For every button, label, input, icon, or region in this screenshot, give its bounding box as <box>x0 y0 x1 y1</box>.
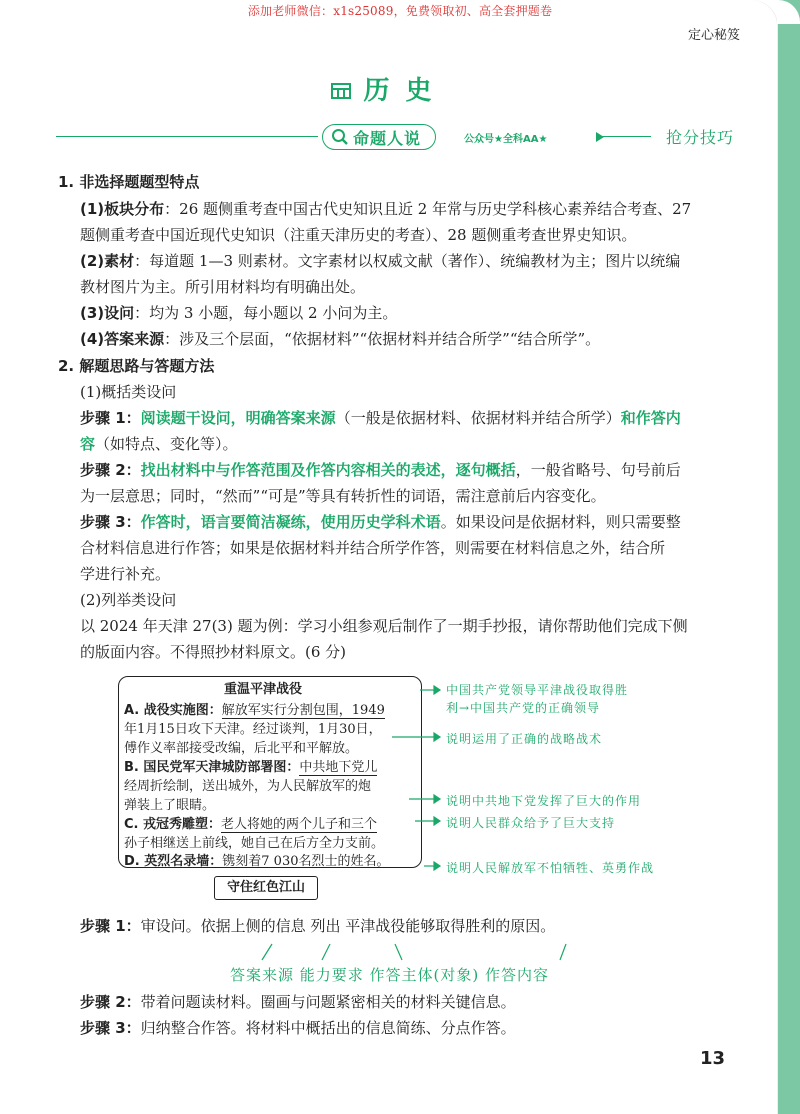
example-line: 经周折绘制，送出城外，为人民解放军的炮 <box>124 779 372 794</box>
paragraph-line: 的版面内容。不得照抄材料原文。(6 分) <box>80 643 347 661</box>
banner-rule-right <box>601 136 651 137</box>
paragraph-line: 步骤 3：归纳整合作答。将材料中概括出的信息简练、分点作答。 <box>80 1019 516 1037</box>
page-edge-tab <box>778 0 800 1114</box>
annotation-note: 说明运用了正确的战略战术 <box>446 732 603 746</box>
example-title: 重温平津战役 <box>224 682 303 697</box>
banner-rule-left <box>56 136 318 137</box>
paragraph-line: 步骤 1：审设问。依据上侧的信息 列出 平津战役能够取得胜利的原因。 <box>80 917 556 935</box>
paragraph-line: 教材图片为主。所引用材料均有明确出处。 <box>80 278 366 296</box>
paragraph-line: 题侧重考查中国近现代史知识（注重天津历史的考查）、28 题侧重考查世界史知识。 <box>80 226 637 244</box>
paragraph-line: 为一层意思；同时，“然而”“可是”等具有转折性的词语，需注意前后内容变化。 <box>80 487 606 505</box>
paragraph-line: 步骤 2：带着问题读材料。圈画与问题紧密相关的材料关键信息。 <box>80 993 516 1011</box>
paragraph-line: 步骤 1：阅读题干设问，明确答案来源（一般是依据材料、依据材料并结合所学）和作答内 <box>80 409 681 427</box>
paragraph-line: 以 2024 年天津 27(3) 题为例：学习小组参观后制作了一期手抄报，请你帮助他们完成下侧 <box>80 617 688 635</box>
annotation-note: 说明人民解放军不怕牺牲、英勇作战 <box>446 861 655 875</box>
banner-tip: 抢分技巧 <box>666 128 735 147</box>
example-line: C. 戎冠秀雕塑：老人将她的两个儿子和三个 <box>124 817 378 832</box>
example-line: 孙子相继送上前线，她自己在后方全力支前。 <box>124 836 385 851</box>
page-number: 13 <box>700 1048 726 1069</box>
example-line: D. 英烈名录墙：镌刻着7 030名烈士的姓名。 <box>124 854 390 869</box>
paragraph-line: 学进行补充。 <box>80 565 171 583</box>
banner-badge: 公众号★全科AA★ <box>464 134 548 145</box>
paragraph-line: (2)素材：每道题 1—3 则素材。文字素材以权威文献（著作）、统编教材为主；图片以统编 <box>80 252 681 270</box>
annotation-note: 中国共产党领导平津战役取得胜 <box>446 683 629 697</box>
example-line: 年1月15日攻下天津。经过谈判，1月30日， <box>124 722 382 737</box>
section-banner <box>56 124 756 150</box>
example-footer-box: 守住红色江山 <box>214 876 318 900</box>
subheading: (1)概括类设问 <box>80 383 177 401</box>
page-title-block <box>0 70 778 107</box>
page-title: 历史 <box>363 76 448 106</box>
paragraph-line: (4)答案来源：涉及三个层面，“依据材料”“依据材料并结合所学”“结合所学”。 <box>80 330 601 348</box>
paragraph-line: 合材料信息进行作答；如果是依据材料并结合所学作答，则需要在材料信息之外，结合所 <box>80 539 666 557</box>
paragraph-line: (1)板块分布：26 题侧重考查中国古代史知识且近 2 年常与历史学科核心素养结合考查、27 <box>80 200 692 218</box>
handwritten-labels: 答案来源 能力要求 作答主体(对象) 作答内容 <box>230 966 550 984</box>
banner-pill <box>322 124 436 150</box>
brand-label: 定心秘笈 <box>687 28 740 43</box>
paragraph-line: (3)设问：均为 3 小题，每小题以 2 小问为主。 <box>80 304 398 322</box>
paragraph-line: 容（如特点、变化等）。 <box>80 435 238 453</box>
annotation-note: 说明人民群众给予了巨大支持 <box>446 816 616 830</box>
example-line: A. 战役实施图：解放军实行分割包围，1949 <box>124 703 385 718</box>
example-line: B. 国民党军天津城防部署图：中共地下党儿 <box>124 760 378 775</box>
annotation-note: 说明中共地下党发挥了巨大的作用 <box>446 794 642 808</box>
subheading: (2)列举类设问 <box>80 591 177 609</box>
section-heading: 1. 非选择题题型特点 <box>58 173 200 191</box>
watermark: 添加老师微信：x1s25089，免费领取初、高全套押题卷 <box>247 4 553 18</box>
paragraph-line: 步骤 2：找出材料中与作答范围及作答内容相关的表述，逐句概括，一般省略号、句号前后 <box>80 461 681 479</box>
arrow-icon <box>596 132 604 142</box>
example-line: 傅作义率部接受改编，后北平和平解放。 <box>124 741 359 756</box>
paragraph-line: 步骤 3：作答时，语言要简洁凝练，使用历史学科术语。如果设问是依据材料，则只需要整 <box>80 513 681 531</box>
section-heading: 2. 解题思路与答题方法 <box>58 357 215 375</box>
magnifier-icon <box>331 128 349 146</box>
book-icon <box>330 81 352 101</box>
banner-label: 命题人说 <box>353 128 422 148</box>
annotation-note: 利→中国共产党的正确领导 <box>446 701 601 715</box>
example-line: 弹装上了眼睛。 <box>124 798 216 813</box>
